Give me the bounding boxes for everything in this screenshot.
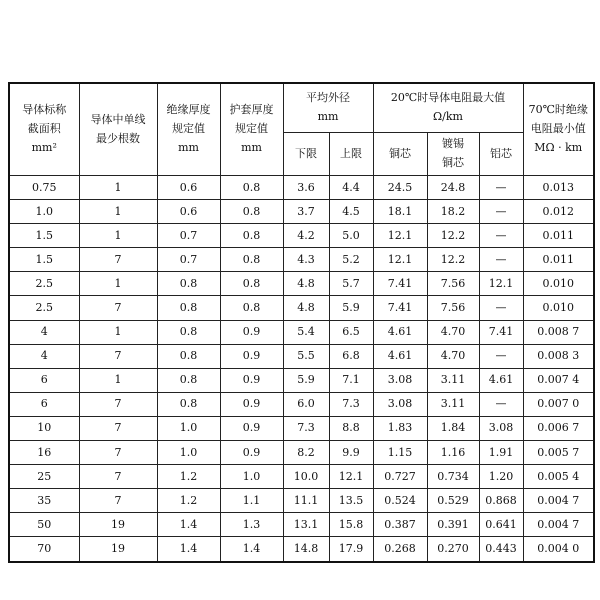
cell-sheath-thickness: 0.9 — [220, 320, 283, 344]
cell-insulation-thickness: 1.4 — [157, 513, 220, 537]
cell-insulation-resistance: 0.007 4 — [523, 368, 594, 392]
table-row — [9, 224, 594, 248]
cell-resistance-tinned: 0.270 — [427, 537, 479, 562]
header-tinned-copper-core — [427, 133, 479, 176]
cell-insulation-resistance: 0.004 0 — [523, 537, 594, 562]
cell-insulation-resistance: 0.010 — [523, 296, 594, 320]
header-text: 镀锡 — [442, 137, 464, 151]
header-text: 最少根数 — [96, 131, 140, 145]
table-row — [9, 368, 594, 392]
cell-min-strands: 7 — [79, 416, 157, 440]
cell-sheath-thickness: 0.8 — [220, 296, 283, 320]
cell-cross-section: 70 — [9, 537, 79, 562]
cell-resistance-tinned: 24.8 — [427, 176, 479, 200]
header-text: 导体标称 — [22, 103, 67, 117]
cell-insulation-thickness: 0.7 — [157, 224, 220, 248]
table-row — [9, 392, 594, 416]
cell-diameter-lower: 4.8 — [283, 272, 329, 296]
cell-insulation-resistance: 0.008 3 — [523, 344, 594, 368]
header-text: 截面积 — [27, 122, 61, 136]
cell-insulation-resistance: 0.012 — [523, 200, 594, 224]
cell-resistance-tinned: 18.2 — [427, 200, 479, 224]
header-text: 铜芯 — [389, 146, 411, 160]
cell-diameter-lower: 5.5 — [283, 344, 329, 368]
cell-cross-section: 1.5 — [9, 248, 79, 272]
cell-resistance-aluminum: 0.868 — [479, 489, 523, 513]
cell-insulation-thickness: 0.7 — [157, 248, 220, 272]
cell-resistance-tinned: 0.391 — [427, 513, 479, 537]
cell-min-strands: 1 — [79, 200, 157, 224]
cell-resistance-copper: 1.15 — [373, 441, 427, 465]
header-text: 平均外径 — [306, 91, 350, 105]
cell-min-strands: 1 — [79, 272, 157, 296]
cell-sheath-thickness: 0.9 — [220, 392, 283, 416]
cell-diameter-lower: 4.8 — [283, 296, 329, 320]
cell-resistance-tinned: 0.529 — [427, 489, 479, 513]
cell-insulation-resistance: 0.007 0 — [523, 392, 594, 416]
cell-min-strands: 7 — [79, 344, 157, 368]
cell-resistance-copper: 3.08 — [373, 392, 427, 416]
cell-min-strands: 7 — [79, 489, 157, 513]
cell-insulation-thickness: 0.8 — [157, 296, 220, 320]
cell-resistance-copper: 18.1 — [373, 200, 427, 224]
header-conductor-resistance — [373, 83, 523, 133]
cell-diameter-upper: 5.9 — [329, 296, 373, 320]
cell-diameter-upper: 4.5 — [329, 200, 373, 224]
cell-resistance-copper: 7.41 — [373, 296, 427, 320]
cell-resistance-aluminum: — — [479, 176, 523, 200]
cell-sheath-thickness: 0.9 — [220, 416, 283, 440]
cell-resistance-aluminum: — — [479, 392, 523, 416]
header-unit: mm — [241, 140, 262, 154]
table-row — [9, 344, 594, 368]
cell-diameter-upper: 12.1 — [329, 465, 373, 489]
cell-resistance-copper: 4.61 — [373, 344, 427, 368]
cell-resistance-tinned: 1.84 — [427, 416, 479, 440]
header-unit: MΩ · km — [534, 140, 583, 154]
header-text: 上限 — [340, 146, 362, 160]
cell-insulation-thickness: 0.8 — [157, 392, 220, 416]
cell-cross-section: 10 — [9, 416, 79, 440]
header-unit: Ω/km — [433, 110, 463, 123]
cell-insulation-resistance: 0.005 7 — [523, 441, 594, 465]
header-unit: mm — [317, 110, 339, 123]
cell-insulation-thickness: 0.8 — [157, 320, 220, 344]
cell-min-strands: 19 — [79, 513, 157, 537]
cell-sheath-thickness: 1.3 — [220, 513, 283, 537]
cell-min-strands: 7 — [79, 465, 157, 489]
header-text: 电阻最小值 — [530, 122, 586, 136]
cell-diameter-upper: 17.9 — [329, 537, 373, 562]
table-row — [9, 513, 594, 537]
cell-resistance-tinned: 7.56 — [427, 272, 479, 296]
cell-cross-section: 4 — [9, 320, 79, 344]
table-row — [9, 416, 594, 440]
cell-resistance-aluminum: 0.641 — [479, 513, 523, 537]
cell-insulation-thickness: 0.8 — [157, 272, 220, 296]
cell-insulation-resistance: 0.005 4 — [523, 465, 594, 489]
cell-resistance-aluminum: 0.443 — [479, 537, 523, 562]
cell-resistance-aluminum: 7.41 — [479, 320, 523, 344]
cell-sheath-thickness: 1.0 — [220, 465, 283, 489]
cell-diameter-lower: 13.1 — [283, 513, 329, 537]
cell-insulation-resistance: 0.004 7 — [523, 489, 594, 513]
cell-sheath-thickness: 0.9 — [220, 344, 283, 368]
cell-insulation-resistance: 0.011 — [523, 224, 594, 248]
cell-resistance-copper: 1.83 — [373, 416, 427, 440]
header-unit: mm² — [31, 140, 57, 154]
cell-diameter-lower: 7.3 — [283, 416, 329, 440]
cell-min-strands: 7 — [79, 392, 157, 416]
cell-min-strands: 1 — [79, 176, 157, 200]
cell-resistance-copper: 12.1 — [373, 248, 427, 272]
cell-insulation-thickness: 1.2 — [157, 465, 220, 489]
cell-cross-section: 1.0 — [9, 200, 79, 224]
header-text: 绝缘厚度 — [166, 103, 211, 117]
cell-resistance-aluminum: 12.1 — [479, 272, 523, 296]
header-text: 20℃时导体电阻最大值 — [390, 91, 506, 105]
cell-diameter-upper: 4.4 — [329, 176, 373, 200]
cell-cross-section: 2.5 — [9, 272, 79, 296]
header-row-top — [9, 83, 594, 133]
cell-cross-section: 6 — [9, 392, 79, 416]
table-row — [9, 272, 594, 296]
cell-diameter-upper: 8.8 — [329, 416, 373, 440]
cell-insulation-thickness: 1.4 — [157, 537, 220, 562]
table-row — [9, 248, 594, 272]
cell-cross-section: 0.75 — [9, 176, 79, 200]
cell-resistance-tinned: 7.56 — [427, 296, 479, 320]
cell-resistance-copper: 0.524 — [373, 489, 427, 513]
cell-diameter-lower: 14.8 — [283, 537, 329, 562]
header-lower-limit — [283, 133, 329, 176]
header-text: 下限 — [295, 146, 317, 160]
header-min-strands — [79, 83, 157, 176]
cell-sheath-thickness: 1.4 — [220, 537, 283, 562]
cell-sheath-thickness: 0.8 — [220, 176, 283, 200]
cell-resistance-copper: 0.387 — [373, 513, 427, 537]
header-insulation-thickness — [157, 83, 220, 176]
table-row — [9, 200, 594, 224]
header-outer-diameter — [283, 83, 373, 133]
header-text: 铝芯 — [490, 146, 512, 160]
cell-diameter-lower: 4.2 — [283, 224, 329, 248]
table-row — [9, 320, 594, 344]
header-text: 导体中单线 — [90, 112, 146, 126]
cell-resistance-aluminum: 1.91 — [479, 441, 523, 465]
cell-min-strands: 1 — [79, 224, 157, 248]
header-text: 规定值 — [172, 122, 205, 136]
cell-diameter-lower: 4.3 — [283, 248, 329, 272]
cell-sheath-thickness: 0.9 — [220, 368, 283, 392]
cell-insulation-thickness: 0.6 — [157, 176, 220, 200]
cell-resistance-copper: 4.61 — [373, 320, 427, 344]
cell-insulation-thickness: 0.8 — [157, 344, 220, 368]
cell-diameter-upper: 13.5 — [329, 489, 373, 513]
header-copper-core — [373, 133, 427, 176]
cell-insulation-thickness: 1.0 — [157, 441, 220, 465]
cell-resistance-aluminum: — — [479, 344, 523, 368]
cell-insulation-resistance: 0.013 — [523, 176, 594, 200]
cell-diameter-lower: 11.1 — [283, 489, 329, 513]
cell-resistance-aluminum: 3.08 — [479, 416, 523, 440]
cell-insulation-resistance: 0.011 — [523, 248, 594, 272]
cell-diameter-upper: 7.1 — [329, 368, 373, 392]
cell-cross-section: 25 — [9, 465, 79, 489]
table-row — [9, 489, 594, 513]
cell-diameter-upper: 6.5 — [329, 320, 373, 344]
cell-resistance-aluminum: — — [479, 200, 523, 224]
cell-resistance-tinned: 3.11 — [427, 392, 479, 416]
cell-cross-section: 4 — [9, 344, 79, 368]
cell-resistance-copper: 12.1 — [373, 224, 427, 248]
cell-sheath-thickness: 0.9 — [220, 441, 283, 465]
cell-diameter-upper: 15.8 — [329, 513, 373, 537]
cell-insulation-resistance: 0.010 — [523, 272, 594, 296]
cell-cross-section: 1.5 — [9, 224, 79, 248]
cell-resistance-copper: 3.08 — [373, 368, 427, 392]
cell-resistance-tinned: 12.2 — [427, 248, 479, 272]
cell-resistance-tinned: 3.11 — [427, 368, 479, 392]
cell-diameter-upper: 5.7 — [329, 272, 373, 296]
cell-diameter-lower: 3.6 — [283, 176, 329, 200]
cell-diameter-upper: 7.3 — [329, 392, 373, 416]
cell-diameter-upper: 6.8 — [329, 344, 373, 368]
cell-cross-section: 2.5 — [9, 296, 79, 320]
cell-resistance-copper: 0.727 — [373, 465, 427, 489]
cell-resistance-tinned: 4.70 — [427, 320, 479, 344]
header-text: 规定值 — [235, 122, 268, 136]
cell-diameter-lower: 10.0 — [283, 465, 329, 489]
cell-diameter-upper: 5.2 — [329, 248, 373, 272]
header-text: 铜芯 — [442, 156, 464, 169]
cell-sheath-thickness: 0.8 — [220, 248, 283, 272]
cell-min-strands: 7 — [79, 296, 157, 320]
cell-diameter-lower: 8.2 — [283, 441, 329, 465]
cell-sheath-thickness: 0.8 — [220, 224, 283, 248]
cell-resistance-aluminum: — — [479, 224, 523, 248]
header-unit: mm — [178, 140, 199, 154]
cell-insulation-resistance: 0.006 7 — [523, 416, 594, 440]
cell-resistance-copper: 24.5 — [373, 176, 427, 200]
cell-diameter-upper: 9.9 — [329, 441, 373, 465]
cell-sheath-thickness: 1.1 — [220, 489, 283, 513]
cell-min-strands: 1 — [79, 320, 157, 344]
cell-resistance-tinned: 1.16 — [427, 441, 479, 465]
cell-resistance-tinned: 4.70 — [427, 344, 479, 368]
cell-diameter-lower: 5.9 — [283, 368, 329, 392]
cell-min-strands: 1 — [79, 368, 157, 392]
cell-insulation-thickness: 0.6 — [157, 200, 220, 224]
cell-resistance-copper: 7.41 — [373, 272, 427, 296]
header-cross-section — [9, 83, 79, 176]
cell-sheath-thickness: 0.8 — [220, 200, 283, 224]
cell-resistance-tinned: 12.2 — [427, 224, 479, 248]
cell-sheath-thickness: 0.8 — [220, 272, 283, 296]
table-row — [9, 441, 594, 465]
cable-spec-table — [8, 82, 595, 563]
cell-diameter-lower: 5.4 — [283, 320, 329, 344]
table-row — [9, 465, 594, 489]
table-row — [9, 176, 594, 200]
header-text: 70℃时绝缘 — [528, 103, 588, 117]
header-text: 护套厚度 — [229, 103, 274, 117]
header-aluminum-core — [479, 133, 523, 176]
cell-insulation-resistance: 0.008 7 — [523, 320, 594, 344]
cell-cross-section: 35 — [9, 489, 79, 513]
cell-insulation-thickness: 1.0 — [157, 416, 220, 440]
cell-insulation-thickness: 1.2 — [157, 489, 220, 513]
cell-insulation-resistance: 0.004 7 — [523, 513, 594, 537]
header-insulation-resistance — [523, 83, 594, 176]
cell-cross-section: 50 — [9, 513, 79, 537]
cell-min-strands: 7 — [79, 441, 157, 465]
cell-cross-section: 6 — [9, 368, 79, 392]
table-row — [9, 296, 594, 320]
cell-resistance-tinned: 0.734 — [427, 465, 479, 489]
cell-resistance-aluminum: — — [479, 296, 523, 320]
table-row — [9, 537, 594, 562]
cell-resistance-aluminum: 4.61 — [479, 368, 523, 392]
cell-min-strands: 19 — [79, 537, 157, 562]
cell-diameter-upper: 5.0 — [329, 224, 373, 248]
header-sheath-thickness — [220, 83, 283, 176]
table-body — [9, 176, 594, 562]
cell-cross-section: 16 — [9, 441, 79, 465]
cell-diameter-lower: 6.0 — [283, 392, 329, 416]
cell-resistance-aluminum: — — [479, 248, 523, 272]
header-upper-limit — [329, 133, 373, 176]
cell-resistance-copper: 0.268 — [373, 537, 427, 562]
cell-diameter-lower: 3.7 — [283, 200, 329, 224]
cell-min-strands: 7 — [79, 248, 157, 272]
cell-insulation-thickness: 0.8 — [157, 368, 220, 392]
cell-resistance-aluminum: 1.20 — [479, 465, 523, 489]
